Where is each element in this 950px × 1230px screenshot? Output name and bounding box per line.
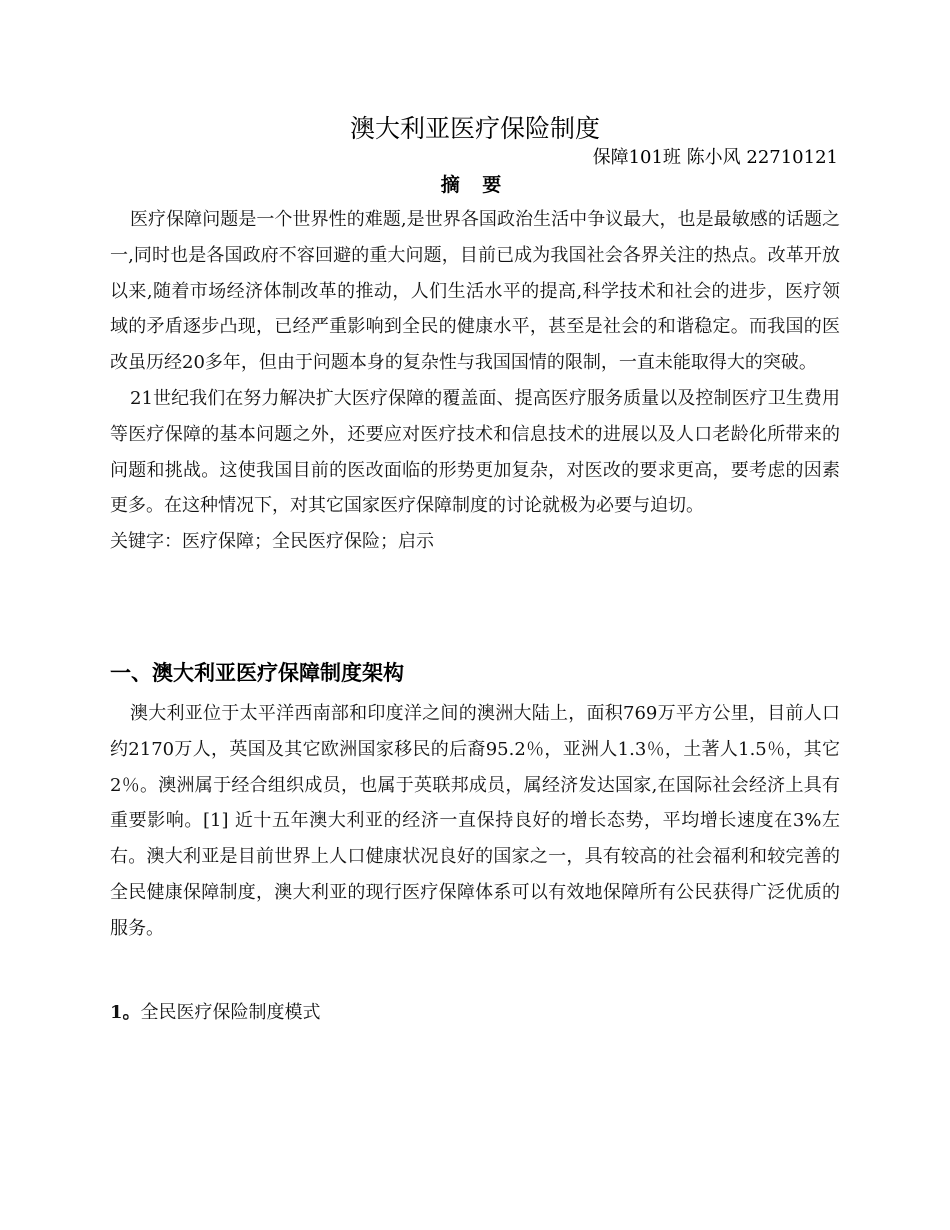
subsection-heading (110, 997, 840, 1029)
abstract-heading: 摘 要 (440, 174, 510, 196)
document-title: 澳大利亚医疗保险制度 (349, 114, 600, 143)
keywords-line: 关键字：医疗保障；全民医疗保险；启示 (110, 531, 434, 553)
subsection-title: 全民医疗保险制度模式 (140, 1002, 321, 1023)
abstract-paragraph: 21世纪我们在努力解决扩大医疗保障的覆盖面、提高医疗服务质量以及控制医疗卫生费用等医疗保障的基本问题之外，还要应对医疗技术和信息技术的进展以及人口老龄化所带来的问题和挑战。这使我国目前的医改面临的形势更加复杂，对医改的要求更高，要考虑的因素更多。在这种情况下，对其它国家医疗保障制度的讨论就极为必要与迫切。 (110, 387, 840, 517)
subsection-number: 1。 (110, 1002, 141, 1023)
abstract-paragraph: 医疗保障问题是一个世界性的难题,是世界各国政治生活中争议最大，也是最敏感的话题之一,同时也是各国政府不容回避的重大问题，目前已成为我国社会各界关注的热点。改革开放以来,随着市场经济体制改革的推动，人们生活水平的提高,科学技术和社会的进步，医疗领域的矛盾逐步凸现，已经严重影响到全民的健康水平，甚至是社会的和谐稳定。而我国的医改虽历经20多年，但由于问题本身的复杂性与我国国情的限制，一直未能取得大的突破。 (110, 209, 840, 374)
abstract-body (110, 202, 840, 560)
section-heading: 一、澳大利亚医疗保障制度架构 (110, 661, 404, 685)
section-body (110, 696, 840, 947)
author-line: 保障101班 陈小风 22710121 (592, 147, 838, 168)
section-paragraph: 澳大利亚位于太平洋西南部和印度洋之间的澳洲大陆上，面积769万平方公里，目前人口约2170万人，英国及其它欧洲国家移民的后裔95.2％，亚洲人1.3％，土著人1.5％，其它2％。澳洲属于经合组织成员，也属于英联邦成员，属经济发达国家,在国际社会经济上具有重要影响。[1] 近十五年澳大利亚的经济一直保持良好的增长态势，平均增长速度在3%左右。澳大利亚是目前世界上人口健康状况良好的国家之一，具有较高的社会福利和较完善的全民健康保障制度，澳大利亚的现行医疗保障体系可以有效地保障所有公民获得广泛优质的服务。 (110, 703, 840, 939)
